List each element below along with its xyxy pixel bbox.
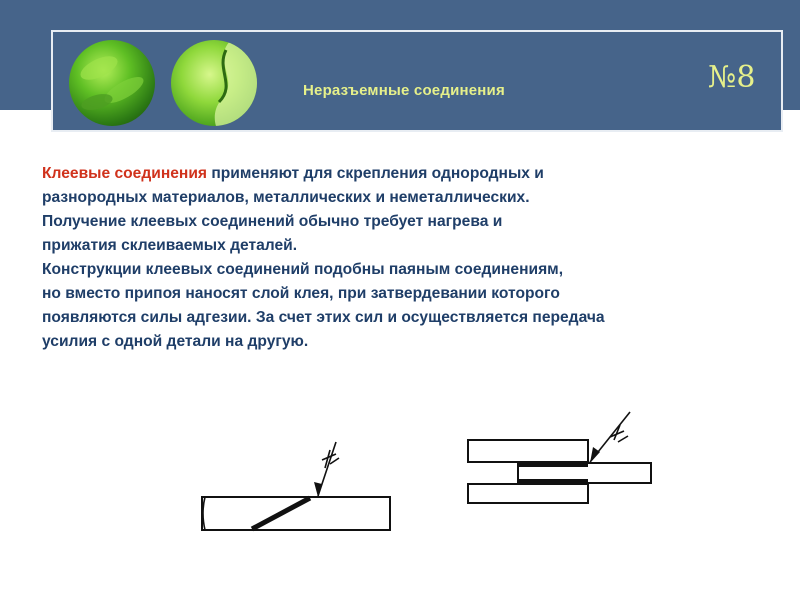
body-line-8: усилия с одной детали на другую.	[42, 333, 309, 350]
glue-layer-top	[518, 462, 588, 467]
slide-number: №8	[708, 60, 756, 95]
lap-joint-diagram	[468, 412, 651, 503]
scarf-joint-diagram	[202, 442, 390, 530]
body-line-3: Получение клеевых соединений обычно требует нагрева и	[42, 213, 503, 230]
body-text	[42, 162, 782, 354]
body-line-5: Конструкции клеевых соединений подобны паяным соединениям,	[42, 261, 564, 278]
header-frame	[51, 30, 783, 132]
leader-arrow-2	[590, 447, 600, 463]
body-line-4: прижатия склеиваемых деталей.	[42, 237, 298, 254]
body-line-7: появляются силы адгезии. За счет этих сил и осуществляется передача	[42, 309, 605, 326]
body-line-2: разнородных материалов, металлических и неметаллических.	[42, 189, 530, 206]
leaf-photo-2	[171, 40, 257, 126]
body-line-1	[42, 162, 782, 186]
body-line-1-rest: применяют для скрепления однородных и	[207, 165, 544, 182]
leaf-photo-1	[69, 40, 155, 126]
highlight-term: Клеевые соединения	[42, 165, 208, 182]
joint-diagrams	[0, 400, 800, 600]
body-line-6: но вместо припоя наносят слой клея, при затвердевании которого	[42, 285, 560, 302]
page-title: Неразъемные соединения	[303, 82, 505, 99]
glue-layer-bottom	[518, 479, 588, 484]
